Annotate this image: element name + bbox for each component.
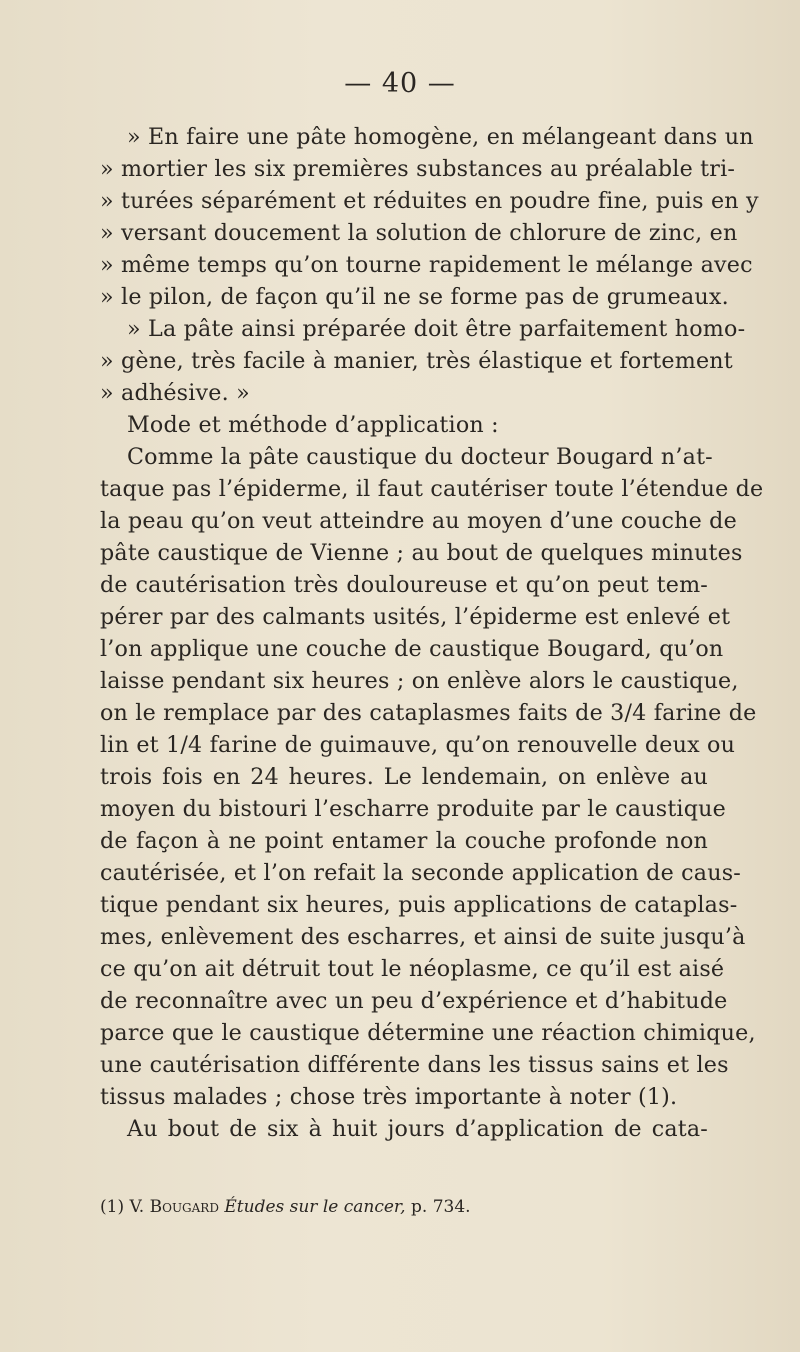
- text-line: taque pas l’épiderme, il faut cautériser toute l’étendue de: [100, 476, 764, 502]
- page-number: — 40 —: [344, 68, 456, 99]
- text-line: de reconnaître avec un peu d’expérience et d’habitude: [100, 988, 728, 1014]
- text-line: l’on applique une couche de caustique Bougard, qu’on: [100, 636, 724, 662]
- text-line: Mode et méthode d’application :: [127, 412, 499, 438]
- text-line: on le remplace par des cataplasmes faits de 3/4 farine de: [100, 700, 757, 726]
- text-line: de façon à ne point entamer la couche profonde non: [100, 828, 708, 854]
- body-text: [100, 121, 764, 1145]
- text-line: » En faire une pâte homogène, en mélangeant dans un: [127, 124, 754, 150]
- text-line: » versant doucement la solution de chlorure de zinc, en: [100, 220, 738, 246]
- text-line: lin et 1/4 farine de guimauve, qu’on renouvelle deux ou: [100, 732, 736, 758]
- text-line: Comme la pâte caustique du docteur Bougard n’at-: [127, 444, 713, 470]
- text-line: la peau qu’on veut atteindre au moyen d’une couche de: [100, 508, 737, 534]
- text-line: ce qu’on ait détruit tout le néoplasme, ce qu’il est aisé: [100, 956, 725, 982]
- footnote-page: p. 734.: [405, 1197, 471, 1217]
- text-line: tissus malades ; chose très importante à noter (1).: [100, 1084, 678, 1110]
- text-line: » gène, très facile à manier, très élastique et fortement: [100, 348, 733, 374]
- text-line: » turées séparément et réduites en poudre fine, puis en y: [100, 188, 759, 214]
- text-line: tique pendant six heures, puis applications de cataplas-: [100, 892, 738, 918]
- text-line: de cautérisation très douloureuse et qu’on peut tem-: [100, 572, 708, 598]
- text-line: » mortier les six premières substances au préalable tri-: [100, 156, 736, 182]
- text-line: pérer par des calmants usités, l’épiderme est enlevé et: [100, 604, 731, 630]
- footnote-marker: (1) V.: [100, 1197, 150, 1217]
- text-line: laisse pendant six heures ; on enlève alors le caustique,: [100, 668, 739, 694]
- text-line: » même temps qu’on tourne rapidement le mélange avec: [100, 252, 753, 278]
- footnote-title: Études sur le cancer,: [224, 1197, 406, 1217]
- text-line: moyen du bistouri l’escharre produite par le caustique: [100, 796, 726, 822]
- text-line: parce que le caustique détermine une réaction chimique,: [100, 1020, 756, 1046]
- text-line: » adhésive. »: [100, 380, 250, 406]
- footnote-author: Bougard: [149, 1197, 219, 1217]
- text-line: cautérisée, et l’on refait la seconde application de caus-: [100, 860, 741, 886]
- text-line: une cautérisation différente dans les tissus sains et les: [100, 1052, 729, 1078]
- text-line: mes, enlèvement des escharres, et ainsi de suite jusqu’à: [100, 924, 746, 950]
- text-line: Au bout de six à huit jours d’application de cata-: [127, 1116, 708, 1142]
- text-line: pâte caustique de Vienne ; au bout de quelques minutes: [100, 540, 743, 566]
- footnote: [100, 1195, 708, 1219]
- text-line: trois fois en 24 heures. Le lendemain, on enlève au: [100, 764, 708, 790]
- text-line: » le pilon, de façon qu’il ne se forme pas de grumeaux.: [100, 284, 729, 310]
- text-line: » La pâte ainsi préparée doit être parfaitement homo-: [127, 316, 746, 342]
